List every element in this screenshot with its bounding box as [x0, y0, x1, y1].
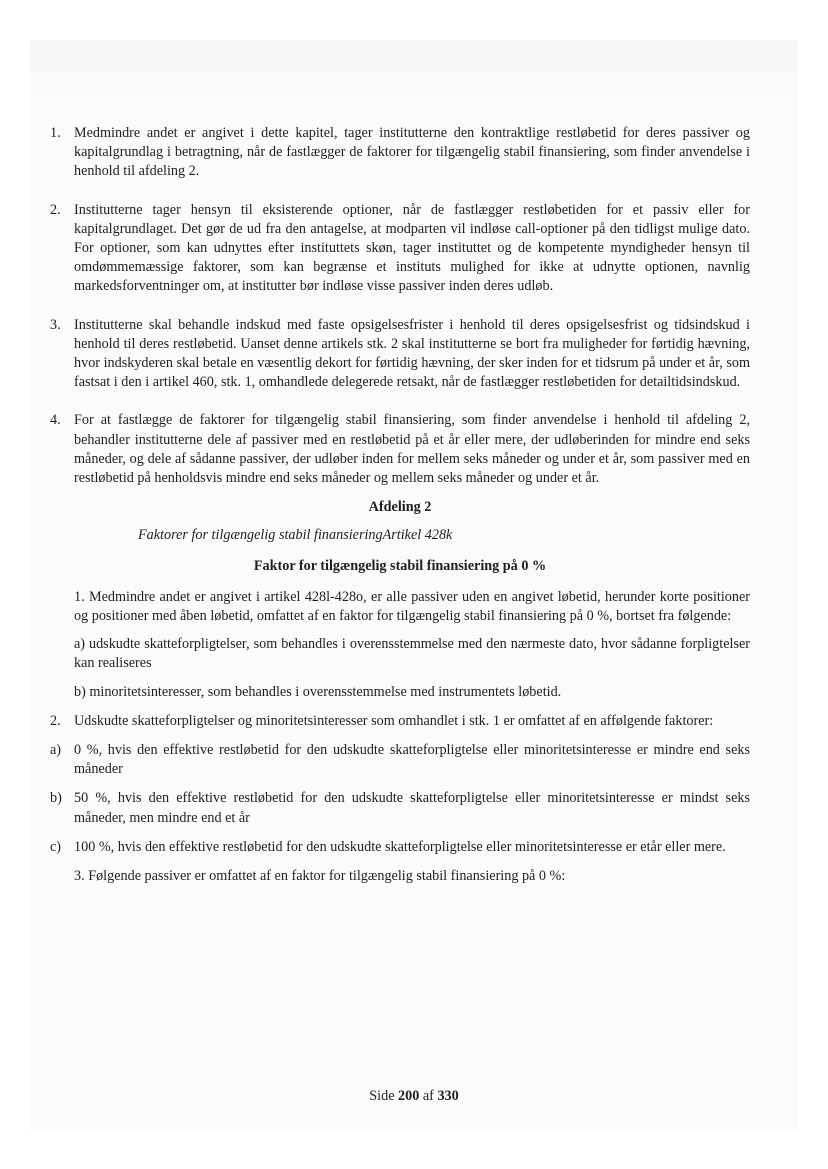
item-text: Institutterne tager hensyn til eksisterende optioner, når de fastlægger restløbetiden for et passiv eller for kapitalgrundlaget. Det gør de ud fra den antagelse, at modparten vil indløse call-optioner på den tidligst mulige dato. For optioner, som kan udnyttes efter instituttets skøn, tager instituttet og de kompetente myndigheder hensyn til omdømmemæssige faktorer, som kan begrænse et instituts mulighed for ikke at udnytte optionen, navnlig markedsforventninger om, at institutter bør indløse visse passiver inden deres udløb. — [74, 201, 750, 295]
paragraph: 3. Følgende passiver er omfattet af en faktor for tilgængelig stabil finansiering på 0 %: — [74, 868, 566, 885]
list-item — [50, 712, 750, 731]
paragraph: 1. Medmindre andet er angivet i artikel 428l-428o, er alle passiver uden en angivet løbetid, herunder korte positioner og positioner med åben løbetid, omfattet af en faktor for tilgængelig stabil finansiering på 0 %, bortset fra følgende: — [74, 588, 750, 625]
list-item — [50, 411, 750, 488]
section-heading: Afdeling 2 — [368, 499, 432, 516]
item-text: Udskudte skatteforpligtelser og minoritetsinteresser som omhandlet i stk. 1 er omfattet af en affølgende faktorer: — [74, 712, 714, 729]
page-footer — [0, 1088, 828, 1105]
item-text: Institutterne skal behandle indskud med faste opsigelsesfrister i henhold til deres opsigelsesfrist og tidsindskud i henhold til deres restløbetid. Uanset denne artikels stk. 2 skal institutterne se bort fra muligheder for førtidig hævning, hvor indskyderen skal betale en væsentlig dekort for førtidig hævning, der sker inden for et tidsrum på under et år, som fastsat i den i artikel 460, stk. 1, omhandlede delegerede retsakt, når de fastlægger restløbetiden for detailtidsindskud. — [74, 316, 750, 391]
sub-item — [50, 838, 750, 857]
sub-item — [50, 789, 750, 827]
article-subtitle: Faktorer for tilgængelig stabil finansieringArtikel 428k — [138, 527, 453, 544]
sub-item-letter: b) — [50, 790, 62, 807]
item-number: 4. — [50, 412, 61, 429]
item-number: 1. — [50, 125, 61, 141]
footer-of: af — [422, 1088, 434, 1104]
paragraph: a) udskudte skatteforpligtelser, som behandles i overensstemmelse med den nærmeste dato, hvor sådanne forpligtelser kan realiseres — [74, 636, 750, 672]
document-body — [50, 124, 750, 886]
list-item — [50, 316, 750, 393]
item-number: 2. — [50, 201, 61, 218]
page-total: 330 — [437, 1088, 459, 1104]
sub-item-letter: c) — [50, 838, 62, 855]
page-number: 200 — [398, 1088, 420, 1104]
item-text: Medmindre andet er angivet i dette kapitel, tager institutterne den kontraktlige restløbetid for deres passiver og kapitalgrundlag i betragtning, når de fastlægger de faktorer for tilgængelig stabil finansiering, som finder anvendelse i henhold til afdeling 2. — [74, 125, 750, 180]
sub-item-letter: a) — [50, 742, 62, 759]
scan-shadow — [30, 40, 798, 104]
sub-item-text: 100 %, hvis den effektive restløbetid for den udskudte skatteforpligtelse eller minoritetsinteresse er etår eller mere. — [74, 838, 726, 855]
item-text: For at fastlægge de faktorer for tilgængelig stabil finansiering, som finder anvendelse i henhold til afdeling 2, behandler institutterne dele af passiver med en restløbetid på et år eller mere, der udløberinden for mindre end seks måneder, og dele af sådanne passiver, der udløber inden for mellem seks måneder og under et år, som passiver med en restløbetid på henholdsvis mindre end seks måneder og mellem seks måneder og under et år. — [74, 412, 750, 487]
item-number: 2. — [50, 712, 61, 729]
factor-heading: Faktor for tilgængelig stabil finansiering på 0 % — [253, 557, 547, 574]
list-item — [50, 124, 750, 182]
footer-prefix: Side — [369, 1088, 395, 1104]
sub-item — [50, 741, 750, 779]
list-item — [50, 201, 750, 297]
item-number: 3. — [50, 316, 61, 333]
paragraph: b) minoritetsinteresser, som behandles i overensstemmelse med instrumentets løbetid. — [74, 683, 562, 700]
sub-item-text: 50 %, hvis den effektive restløbetid for den udskudte skatteforpligtelse eller minoritetsinteresse er mindst seks måneder, men mindre end et år — [74, 790, 750, 826]
sub-item-text: 0 %, hvis den effektive restløbetid for den udskudte skatteforpligtelse eller minoritetsinteresse er mindre end seks måneder — [74, 742, 750, 778]
